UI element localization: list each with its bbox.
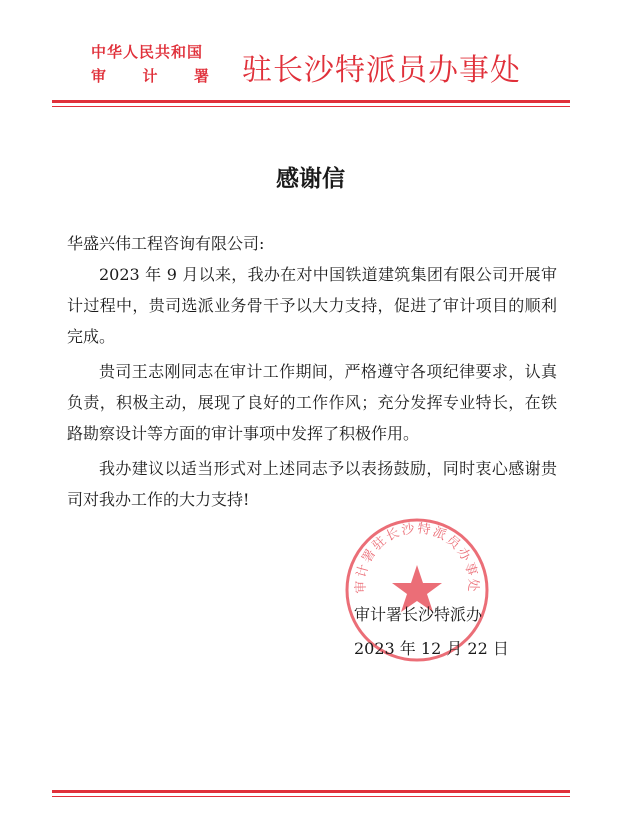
org-line-2 xyxy=(91,66,209,86)
salutation: 华盛兴伟工程咨询有限公司: xyxy=(67,234,265,253)
paragraph-3: 我办建议以适当形式对上述同志予以表扬鼓励，同时衷心感谢贵司对我办工作的大力支持! xyxy=(67,459,557,509)
signature: 审计署长沙特派办 xyxy=(354,605,483,624)
issuer-org xyxy=(91,42,209,86)
footer-rule-thin xyxy=(52,796,570,797)
letter-title: 感谢信 xyxy=(276,166,345,192)
footer-rule-thick xyxy=(52,790,570,793)
signature-block xyxy=(354,598,509,666)
paragraph-1: 2023 年 9 月以来，我办在对中国铁道建筑集团有限公司开展审计过程中，贵司选派业务骨干予以大力支持，促进了审计项目的顺利完成。 xyxy=(67,265,557,346)
header-rule-thin xyxy=(52,106,570,107)
seal-text: 审计署驻长沙特派员办事处 xyxy=(353,521,481,594)
org-char: 计 xyxy=(142,67,158,85)
letter-body xyxy=(67,228,557,515)
letter-date: 2023 年 12 月 22 日 xyxy=(354,639,509,658)
org-char: 署 xyxy=(193,67,209,85)
org-char: 审 xyxy=(91,67,107,85)
paragraph-2: 贵司王志刚同志在审计工作期间，严格遵守各项纪律要求，认真负责，积极主动，展现了良好的工作作风；充分发挥专业特长，在铁路勘察设计等方面的审计事项中发挥了积极作用。 xyxy=(67,362,557,443)
org-line-1: 中华人民共和国 xyxy=(91,43,204,61)
office-name: 驻长沙特派员办事处 xyxy=(242,53,521,88)
header-rule-thick xyxy=(52,100,570,103)
